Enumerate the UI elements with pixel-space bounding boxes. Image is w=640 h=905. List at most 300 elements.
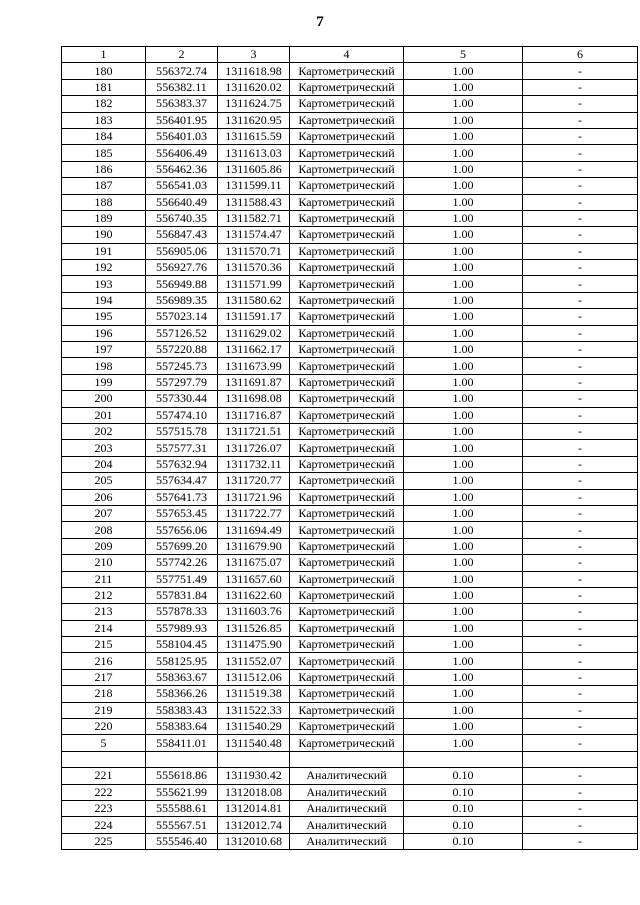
table-row bbox=[62, 735, 638, 751]
accuracy-cell: 1.00 bbox=[404, 292, 523, 308]
y-coordinate-cell: 1312018.08 bbox=[218, 784, 290, 800]
x-coordinate-cell: 557742.26 bbox=[146, 555, 218, 571]
method-cell: Аналитический bbox=[290, 817, 404, 833]
point-number-cell: 207 bbox=[62, 505, 146, 521]
y-coordinate-cell: 1311624.75 bbox=[218, 96, 290, 112]
note-cell: - bbox=[523, 178, 638, 194]
method-cell: Картометрический bbox=[290, 79, 404, 95]
y-coordinate-cell: 1311732.11 bbox=[218, 456, 290, 472]
method-cell: Картометрический bbox=[290, 358, 404, 374]
x-coordinate-cell: 556401.03 bbox=[146, 128, 218, 144]
method-cell: Картометрический bbox=[290, 440, 404, 456]
table-row bbox=[62, 227, 638, 243]
method-cell: Картометрический bbox=[290, 243, 404, 259]
method-cell: Картометрический bbox=[290, 210, 404, 226]
x-coordinate-cell: 558411.01 bbox=[146, 735, 218, 751]
y-coordinate-cell: 1311629.02 bbox=[218, 325, 290, 341]
x-coordinate-cell: 556383.37 bbox=[146, 96, 218, 112]
accuracy-cell: 1.00 bbox=[404, 538, 523, 554]
table-body bbox=[62, 63, 638, 850]
table-row bbox=[62, 407, 638, 423]
table-row bbox=[62, 653, 638, 669]
point-number-cell: 198 bbox=[62, 358, 146, 374]
x-coordinate-cell: 556640.49 bbox=[146, 194, 218, 210]
point-number-cell: 215 bbox=[62, 637, 146, 653]
point-number-cell: 194 bbox=[62, 292, 146, 308]
method-cell: Картометрический bbox=[290, 505, 404, 521]
note-cell: - bbox=[523, 637, 638, 653]
point-number-cell: 192 bbox=[62, 260, 146, 276]
accuracy-cell: 1.00 bbox=[404, 161, 523, 177]
note-cell: - bbox=[523, 374, 638, 390]
x-coordinate-cell: 555546.40 bbox=[146, 833, 218, 849]
point-number-cell: 188 bbox=[62, 194, 146, 210]
method-cell: Картометрический bbox=[290, 161, 404, 177]
accuracy-cell: 0.10 bbox=[404, 833, 523, 849]
method-cell: Картометрический bbox=[290, 669, 404, 685]
method-cell: Картометрический bbox=[290, 112, 404, 128]
table-row bbox=[62, 358, 638, 374]
method-cell: Картометрический bbox=[290, 227, 404, 243]
table-row bbox=[62, 800, 638, 816]
point-number-cell: 196 bbox=[62, 325, 146, 341]
note-cell: - bbox=[523, 243, 638, 259]
x-coordinate-cell: 557641.73 bbox=[146, 489, 218, 505]
point-number-cell: 184 bbox=[62, 128, 146, 144]
accuracy-cell: 1.00 bbox=[404, 128, 523, 144]
method-cell: Аналитический bbox=[290, 833, 404, 849]
y-coordinate-cell: 1311722.77 bbox=[218, 505, 290, 521]
table-row bbox=[62, 702, 638, 718]
note-cell: - bbox=[523, 145, 638, 161]
x-coordinate-cell: 557126.52 bbox=[146, 325, 218, 341]
accuracy-cell: 1.00 bbox=[404, 473, 523, 489]
table-row bbox=[62, 325, 638, 341]
note-cell: - bbox=[523, 669, 638, 685]
method-cell: Картометрический bbox=[290, 178, 404, 194]
method-cell: Картометрический bbox=[290, 719, 404, 735]
note-cell: - bbox=[523, 489, 638, 505]
accuracy-cell: 1.00 bbox=[404, 555, 523, 571]
note-cell: - bbox=[523, 309, 638, 325]
accuracy-cell: 0.10 bbox=[404, 768, 523, 784]
y-coordinate-cell: 1311726.07 bbox=[218, 440, 290, 456]
accuracy-cell: 1.00 bbox=[404, 735, 523, 751]
point-number-cell: 204 bbox=[62, 456, 146, 472]
table-row bbox=[62, 817, 638, 833]
point-number-cell: 203 bbox=[62, 440, 146, 456]
note-cell: - bbox=[523, 292, 638, 308]
method-cell: Аналитический bbox=[290, 768, 404, 784]
x-coordinate-cell: 557831.84 bbox=[146, 587, 218, 603]
accuracy-cell: 0.10 bbox=[404, 784, 523, 800]
accuracy-cell: 1.00 bbox=[404, 342, 523, 358]
method-cell: Картометрический bbox=[290, 309, 404, 325]
y-coordinate-cell: 1311662.17 bbox=[218, 342, 290, 358]
method-cell: Картометрический bbox=[290, 374, 404, 390]
y-coordinate-cell: 1311679.90 bbox=[218, 538, 290, 554]
point-number-cell: 216 bbox=[62, 653, 146, 669]
x-coordinate-cell: 556541.03 bbox=[146, 178, 218, 194]
note-cell: - bbox=[523, 128, 638, 144]
point-number-cell: 225 bbox=[62, 833, 146, 849]
accuracy-cell: 0.10 bbox=[404, 800, 523, 816]
x-coordinate-cell: 557989.93 bbox=[146, 620, 218, 636]
y-coordinate-cell: 1311615.59 bbox=[218, 128, 290, 144]
table-row bbox=[62, 79, 638, 95]
x-coordinate-cell: 556406.49 bbox=[146, 145, 218, 161]
note-cell bbox=[523, 751, 638, 767]
y-coordinate-cell: 1311588.43 bbox=[218, 194, 290, 210]
x-coordinate-cell: 557653.45 bbox=[146, 505, 218, 521]
point-number-cell: 210 bbox=[62, 555, 146, 571]
y-coordinate-cell: 1311721.96 bbox=[218, 489, 290, 505]
note-cell: - bbox=[523, 63, 638, 79]
y-coordinate-cell: 1311605.86 bbox=[218, 161, 290, 177]
method-cell: Картометрический bbox=[290, 276, 404, 292]
table-row bbox=[62, 342, 638, 358]
x-coordinate-cell: 557330.44 bbox=[146, 391, 218, 407]
y-coordinate-cell: 1311570.71 bbox=[218, 243, 290, 259]
accuracy-cell: 1.00 bbox=[404, 702, 523, 718]
x-coordinate-cell: 558383.43 bbox=[146, 702, 218, 718]
accuracy-cell: 1.00 bbox=[404, 604, 523, 620]
table-row bbox=[62, 489, 638, 505]
accuracy-cell: 1.00 bbox=[404, 440, 523, 456]
table-row bbox=[62, 538, 638, 554]
accuracy-cell: 1.00 bbox=[404, 456, 523, 472]
table-row bbox=[62, 473, 638, 489]
table-row bbox=[62, 391, 638, 407]
note-cell: - bbox=[523, 686, 638, 702]
method-cell: Картометрический bbox=[290, 407, 404, 423]
method-cell: Картометрический bbox=[290, 555, 404, 571]
accuracy-cell: 1.00 bbox=[404, 489, 523, 505]
accuracy-cell: 1.00 bbox=[404, 276, 523, 292]
note-cell: - bbox=[523, 260, 638, 276]
table-row bbox=[62, 587, 638, 603]
note-cell: - bbox=[523, 276, 638, 292]
y-coordinate-cell: 1311603.76 bbox=[218, 604, 290, 620]
accuracy-cell: 1.00 bbox=[404, 194, 523, 210]
point-number-cell: 200 bbox=[62, 391, 146, 407]
y-coordinate-cell: 1311694.49 bbox=[218, 522, 290, 538]
note-cell: - bbox=[523, 538, 638, 554]
method-cell: Картометрический bbox=[290, 473, 404, 489]
note-cell: - bbox=[523, 817, 638, 833]
accuracy-cell: 1.00 bbox=[404, 325, 523, 341]
note-cell: - bbox=[523, 702, 638, 718]
method-cell: Картометрический bbox=[290, 194, 404, 210]
method-cell: Картометрический bbox=[290, 391, 404, 407]
note-cell: - bbox=[523, 833, 638, 849]
accuracy-cell: 1.00 bbox=[404, 407, 523, 423]
point-number-cell: 182 bbox=[62, 96, 146, 112]
y-coordinate-cell: 1312010.68 bbox=[218, 833, 290, 849]
table-row bbox=[62, 456, 638, 472]
y-coordinate-cell: 1311622.60 bbox=[218, 587, 290, 603]
note-cell: - bbox=[523, 358, 638, 374]
y-coordinate-cell: 1312012.74 bbox=[218, 817, 290, 833]
accuracy-cell: 1.00 bbox=[404, 178, 523, 194]
method-cell: Картометрический bbox=[290, 538, 404, 554]
accuracy-cell: 1.00 bbox=[404, 227, 523, 243]
point-number-cell: 190 bbox=[62, 227, 146, 243]
table-row bbox=[62, 309, 638, 325]
x-coordinate-cell: 555567.51 bbox=[146, 817, 218, 833]
table-row bbox=[62, 784, 638, 800]
method-cell: Картометрический bbox=[290, 587, 404, 603]
y-coordinate-cell: 1311580.62 bbox=[218, 292, 290, 308]
x-coordinate-cell: 555621.99 bbox=[146, 784, 218, 800]
method-cell: Картометрический bbox=[290, 145, 404, 161]
note-cell: - bbox=[523, 391, 638, 407]
point-number-cell: 199 bbox=[62, 374, 146, 390]
point-number-cell: 181 bbox=[62, 79, 146, 95]
x-coordinate-cell: 558104.45 bbox=[146, 637, 218, 653]
x-coordinate-cell bbox=[146, 751, 218, 767]
point-number-cell: 189 bbox=[62, 210, 146, 226]
x-coordinate-cell: 556382.11 bbox=[146, 79, 218, 95]
note-cell: - bbox=[523, 456, 638, 472]
x-coordinate-cell: 556462.36 bbox=[146, 161, 218, 177]
x-coordinate-cell: 558363.67 bbox=[146, 669, 218, 685]
method-cell: Картометрический bbox=[290, 571, 404, 587]
note-cell: - bbox=[523, 800, 638, 816]
x-coordinate-cell: 558383.64 bbox=[146, 719, 218, 735]
table-row bbox=[62, 194, 638, 210]
note-cell: - bbox=[523, 210, 638, 226]
table-row bbox=[62, 96, 638, 112]
x-coordinate-cell: 557245.73 bbox=[146, 358, 218, 374]
accuracy-cell: 1.00 bbox=[404, 571, 523, 587]
x-coordinate-cell: 556927.76 bbox=[146, 260, 218, 276]
y-coordinate-cell: 1311618.98 bbox=[218, 63, 290, 79]
point-number-cell: 214 bbox=[62, 620, 146, 636]
y-coordinate-cell: 1311552.07 bbox=[218, 653, 290, 669]
table-row bbox=[62, 505, 638, 521]
x-coordinate-cell: 556847.43 bbox=[146, 227, 218, 243]
note-cell: - bbox=[523, 604, 638, 620]
accuracy-cell: 1.00 bbox=[404, 522, 523, 538]
point-number-cell: 223 bbox=[62, 800, 146, 816]
note-cell: - bbox=[523, 505, 638, 521]
point-number-cell: 195 bbox=[62, 309, 146, 325]
accuracy-cell: 1.00 bbox=[404, 620, 523, 636]
table-row bbox=[62, 128, 638, 144]
accuracy-cell: 1.00 bbox=[404, 686, 523, 702]
table-row bbox=[62, 751, 638, 767]
point-number-cell: 209 bbox=[62, 538, 146, 554]
y-coordinate-cell: 1311930.42 bbox=[218, 768, 290, 784]
method-cell: Картометрический bbox=[290, 620, 404, 636]
point-number-cell: 213 bbox=[62, 604, 146, 620]
x-coordinate-cell: 556949.88 bbox=[146, 276, 218, 292]
method-cell: Аналитический bbox=[290, 784, 404, 800]
method-cell: Картометрический bbox=[290, 342, 404, 358]
table-row bbox=[62, 374, 638, 390]
note-cell: - bbox=[523, 735, 638, 751]
note-cell: - bbox=[523, 784, 638, 800]
accuracy-cell: 1.00 bbox=[404, 391, 523, 407]
method-cell: Картометрический bbox=[290, 653, 404, 669]
table-row bbox=[62, 276, 638, 292]
column-number-row bbox=[62, 47, 638, 63]
y-coordinate-cell: 1311582.71 bbox=[218, 210, 290, 226]
method-cell: Картометрический bbox=[290, 686, 404, 702]
accuracy-cell: 1.00 bbox=[404, 587, 523, 603]
method-cell bbox=[290, 751, 404, 767]
x-coordinate-cell: 557878.33 bbox=[146, 604, 218, 620]
point-number-cell: 220 bbox=[62, 719, 146, 735]
x-coordinate-cell: 555618.86 bbox=[146, 768, 218, 784]
y-coordinate-cell: 1311657.60 bbox=[218, 571, 290, 587]
table-row bbox=[62, 555, 638, 571]
note-cell: - bbox=[523, 407, 638, 423]
y-coordinate-cell: 1311512.06 bbox=[218, 669, 290, 685]
table-row bbox=[62, 63, 638, 79]
method-cell: Картометрический bbox=[290, 456, 404, 472]
note-cell: - bbox=[523, 473, 638, 489]
note-cell: - bbox=[523, 342, 638, 358]
point-number-cell: 208 bbox=[62, 522, 146, 538]
column-number: 5 bbox=[404, 47, 523, 63]
note-cell: - bbox=[523, 587, 638, 603]
accuracy-cell: 1.00 bbox=[404, 243, 523, 259]
point-number-cell: 224 bbox=[62, 817, 146, 833]
y-coordinate-cell: 1311526.85 bbox=[218, 620, 290, 636]
y-coordinate-cell: 1311716.87 bbox=[218, 407, 290, 423]
accuracy-cell: 1.00 bbox=[404, 145, 523, 161]
point-number-cell: 183 bbox=[62, 112, 146, 128]
table-row bbox=[62, 833, 638, 849]
point-number-cell: 219 bbox=[62, 702, 146, 718]
note-cell: - bbox=[523, 79, 638, 95]
y-coordinate-cell: 1311721.51 bbox=[218, 423, 290, 439]
method-cell: Картометрический bbox=[290, 423, 404, 439]
column-number: 3 bbox=[218, 47, 290, 63]
x-coordinate-cell: 557656.06 bbox=[146, 522, 218, 538]
method-cell: Картометрический bbox=[290, 522, 404, 538]
column-number: 4 bbox=[290, 47, 404, 63]
table-row bbox=[62, 686, 638, 702]
method-cell: Картометрический bbox=[290, 128, 404, 144]
point-number-cell: 211 bbox=[62, 571, 146, 587]
x-coordinate-cell: 557634.47 bbox=[146, 473, 218, 489]
y-coordinate-cell bbox=[218, 751, 290, 767]
point-number-cell bbox=[62, 751, 146, 767]
x-coordinate-cell: 557515.78 bbox=[146, 423, 218, 439]
table-row bbox=[62, 178, 638, 194]
y-coordinate-cell: 1311540.48 bbox=[218, 735, 290, 751]
point-number-cell: 191 bbox=[62, 243, 146, 259]
note-cell: - bbox=[523, 194, 638, 210]
y-coordinate-cell: 1311599.11 bbox=[218, 178, 290, 194]
table-row bbox=[62, 423, 638, 439]
table-row bbox=[62, 620, 638, 636]
method-cell: Картометрический bbox=[290, 735, 404, 751]
table-row bbox=[62, 145, 638, 161]
x-coordinate-cell: 557699.20 bbox=[146, 538, 218, 554]
point-number-cell: 222 bbox=[62, 784, 146, 800]
accuracy-cell: 1.00 bbox=[404, 653, 523, 669]
point-number-cell: 221 bbox=[62, 768, 146, 784]
point-number-cell: 197 bbox=[62, 342, 146, 358]
note-cell: - bbox=[523, 227, 638, 243]
accuracy-cell: 1.00 bbox=[404, 309, 523, 325]
y-coordinate-cell: 1311613.03 bbox=[218, 145, 290, 161]
accuracy-cell: 1.00 bbox=[404, 669, 523, 685]
accuracy-cell: 1.00 bbox=[404, 79, 523, 95]
table-row bbox=[62, 292, 638, 308]
y-coordinate-cell: 1311519.38 bbox=[218, 686, 290, 702]
y-coordinate-cell: 1311540.29 bbox=[218, 719, 290, 735]
x-coordinate-cell: 557474.10 bbox=[146, 407, 218, 423]
table-row bbox=[62, 243, 638, 259]
coordinates-table bbox=[61, 46, 638, 850]
method-cell: Картометрический bbox=[290, 292, 404, 308]
x-coordinate-cell: 556905.06 bbox=[146, 243, 218, 259]
point-number-cell: 193 bbox=[62, 276, 146, 292]
note-cell: - bbox=[523, 719, 638, 735]
note-cell: - bbox=[523, 571, 638, 587]
y-coordinate-cell: 1311475.90 bbox=[218, 637, 290, 653]
x-coordinate-cell: 557297.79 bbox=[146, 374, 218, 390]
x-coordinate-cell: 558366.26 bbox=[146, 686, 218, 702]
table-row bbox=[62, 768, 638, 784]
accuracy-cell: 1.00 bbox=[404, 112, 523, 128]
method-cell: Картометрический bbox=[290, 604, 404, 620]
table-row bbox=[62, 637, 638, 653]
note-cell: - bbox=[523, 161, 638, 177]
x-coordinate-cell: 556372.74 bbox=[146, 63, 218, 79]
point-number-cell: 180 bbox=[62, 63, 146, 79]
accuracy-cell: 1.00 bbox=[404, 505, 523, 521]
note-cell: - bbox=[523, 555, 638, 571]
point-number-cell: 212 bbox=[62, 587, 146, 603]
table-row bbox=[62, 522, 638, 538]
method-cell: Картометрический bbox=[290, 702, 404, 718]
accuracy-cell: 1.00 bbox=[404, 63, 523, 79]
method-cell: Картометрический bbox=[290, 96, 404, 112]
method-cell: Картометрический bbox=[290, 63, 404, 79]
point-number-cell: 206 bbox=[62, 489, 146, 505]
y-coordinate-cell: 1311591.17 bbox=[218, 309, 290, 325]
column-number: 1 bbox=[62, 47, 146, 63]
y-coordinate-cell: 1311522.33 bbox=[218, 702, 290, 718]
x-coordinate-cell: 557751.49 bbox=[146, 571, 218, 587]
y-coordinate-cell: 1311691.87 bbox=[218, 374, 290, 390]
note-cell: - bbox=[523, 325, 638, 341]
y-coordinate-cell: 1311574.47 bbox=[218, 227, 290, 243]
table-row bbox=[62, 210, 638, 226]
x-coordinate-cell: 558125.95 bbox=[146, 653, 218, 669]
x-coordinate-cell: 556740.35 bbox=[146, 210, 218, 226]
column-number: 6 bbox=[523, 47, 638, 63]
point-number-cell: 218 bbox=[62, 686, 146, 702]
table-row bbox=[62, 571, 638, 587]
y-coordinate-cell: 1311620.95 bbox=[218, 112, 290, 128]
point-number-cell: 217 bbox=[62, 669, 146, 685]
note-cell: - bbox=[523, 96, 638, 112]
point-number-cell: 201 bbox=[62, 407, 146, 423]
method-cell: Аналитический bbox=[290, 800, 404, 816]
accuracy-cell: 1.00 bbox=[404, 374, 523, 390]
x-coordinate-cell: 557220.88 bbox=[146, 342, 218, 358]
point-number-cell: 205 bbox=[62, 473, 146, 489]
method-cell: Картометрический bbox=[290, 637, 404, 653]
y-coordinate-cell: 1311673.99 bbox=[218, 358, 290, 374]
